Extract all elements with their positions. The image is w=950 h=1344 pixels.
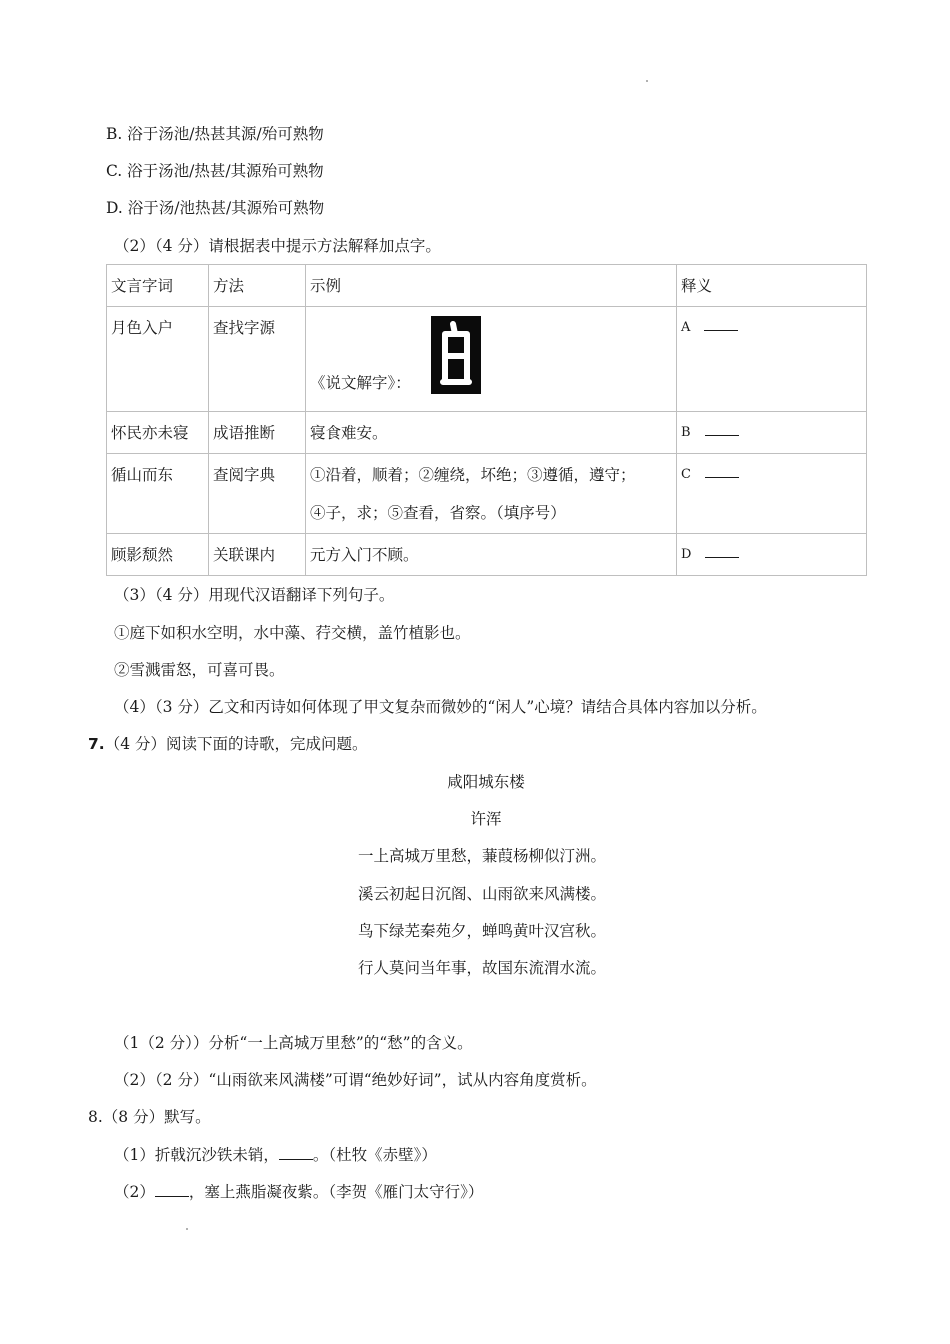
row-method: 查阅字典 — [209, 454, 306, 534]
poem-line-1: 一上高城万里愁，蒹葭杨柳似汀洲。 — [357, 847, 606, 865]
row-word: 循山而东 — [107, 454, 209, 534]
q7-sub2: （2）（2 分）“山雨欲来风满楼”可谓“绝妙好词”，试从内容角度赏析。 — [114, 1071, 597, 1089]
q7-heading — [88, 734, 367, 754]
header-meaning: 释义 — [677, 265, 867, 307]
q6-sub3: （3）（4 分）用现代汉语翻译下列句子。 — [114, 586, 395, 604]
answer-label: C — [681, 467, 691, 482]
answer-d — [677, 534, 867, 576]
answer-blank[interactable] — [704, 318, 738, 331]
table-row — [107, 307, 867, 412]
row-example: 寝食难安。 — [306, 412, 677, 454]
fill-blank[interactable] — [279, 1145, 313, 1160]
answer-b — [677, 412, 867, 454]
header-example: 示例 — [306, 265, 677, 307]
q8-text: （8 分）默写。 — [102, 1108, 211, 1126]
seal-character-image — [431, 316, 481, 394]
answer-c — [677, 454, 867, 534]
q8-heading — [88, 1107, 211, 1127]
header-method: 方法 — [209, 265, 306, 307]
row-word: 顾影颓然 — [107, 534, 209, 576]
q8-sub1 — [114, 1145, 437, 1165]
q8-sub2 — [114, 1182, 483, 1202]
row-word: 怀民亦未寝 — [107, 412, 209, 454]
row-word: 月色入户 — [107, 307, 209, 412]
answer-label: B — [681, 425, 691, 440]
q8-number: 8. — [88, 1108, 103, 1126]
table-row — [107, 412, 867, 454]
poem-line-3: 鸟下绿芜秦苑夕，蝉鸣黄叶汉宫秋。 — [357, 922, 606, 940]
shuowen-label: 《说文解字》： — [310, 374, 411, 392]
header-word: 文言字词 — [107, 265, 209, 307]
example-line-2: ④子，求；⑤查看，省察。（填序号） — [310, 504, 566, 522]
poem-author: 许浑 — [470, 810, 502, 828]
scan-dot — [646, 80, 648, 82]
row-example — [306, 454, 677, 534]
row-example — [306, 307, 677, 412]
poem-line-4: 行人莫问当年事，故国东流渭水流。 — [357, 959, 606, 977]
table-header-row — [107, 265, 867, 307]
row-method: 关联课内 — [209, 534, 306, 576]
fill-blank[interactable] — [155, 1182, 189, 1197]
answer-blank[interactable] — [705, 545, 739, 558]
answer-blank[interactable] — [705, 465, 739, 478]
q6-sub4: （4）（3 分）乙文和丙诗如何体现了甲文复杂而微妙的“闲人”心境？请结合具体内容加以分析。 — [114, 698, 767, 716]
poem-title: 咸阳城东楼 — [447, 773, 525, 791]
q6-sub2: （2）（4 分）请根据表中提示方法解释加点字。 — [114, 237, 441, 255]
q7-text: （4 分）阅读下面的诗歌，完成问题。 — [104, 735, 368, 753]
example-line-1: ①沿着，顺着；②缠绕，坏绝；③遵循，遵守； — [310, 466, 636, 484]
q7-sub1: （1（2 分））分析“一上高城万里愁”的“愁”的含义。 — [114, 1034, 473, 1052]
option-d: D. 浴于汤/池热甚/其源殆可熟物 — [106, 199, 325, 217]
option-b: B. 浴于汤池/热甚其源/殆可熟物 — [106, 125, 324, 143]
sentence-1: ①庭下如积水空明，水中藻、荇交横，盖竹植影也。 — [114, 624, 471, 642]
option-c: C. 浴于汤池/热甚/其源殆可熟物 — [106, 162, 324, 180]
explanation-table — [106, 264, 867, 576]
q8-sub2-source: ，塞上燕脂凝夜紫。（李贺《雁门太守行》） — [188, 1183, 484, 1201]
poem-line-2: 溪云初起日沉阁、山雨欲来风满楼。 — [357, 885, 606, 903]
row-method: 成语推断 — [209, 412, 306, 454]
answer-label: D — [681, 547, 692, 562]
scan-dot — [186, 1228, 188, 1230]
answer-a — [677, 307, 867, 412]
table-row — [107, 534, 867, 576]
answer-blank[interactable] — [705, 423, 739, 436]
q8-sub1-text: （1）折戟沉沙铁未销， — [114, 1146, 279, 1164]
sentence-2: ②雪溅雷怒，可喜可畏。 — [114, 661, 285, 679]
q8-sub1-source: 。（杜牧《赤壁》） — [312, 1146, 437, 1164]
answer-label: A — [681, 320, 691, 335]
row-example: 元方入门不顾。 — [306, 534, 677, 576]
row-method: 查找字源 — [209, 307, 306, 412]
q8-sub2-text: （2） — [114, 1183, 155, 1201]
seal-glyph-icon — [431, 316, 481, 394]
table-row — [107, 454, 867, 534]
q7-number: 7. — [88, 735, 105, 753]
